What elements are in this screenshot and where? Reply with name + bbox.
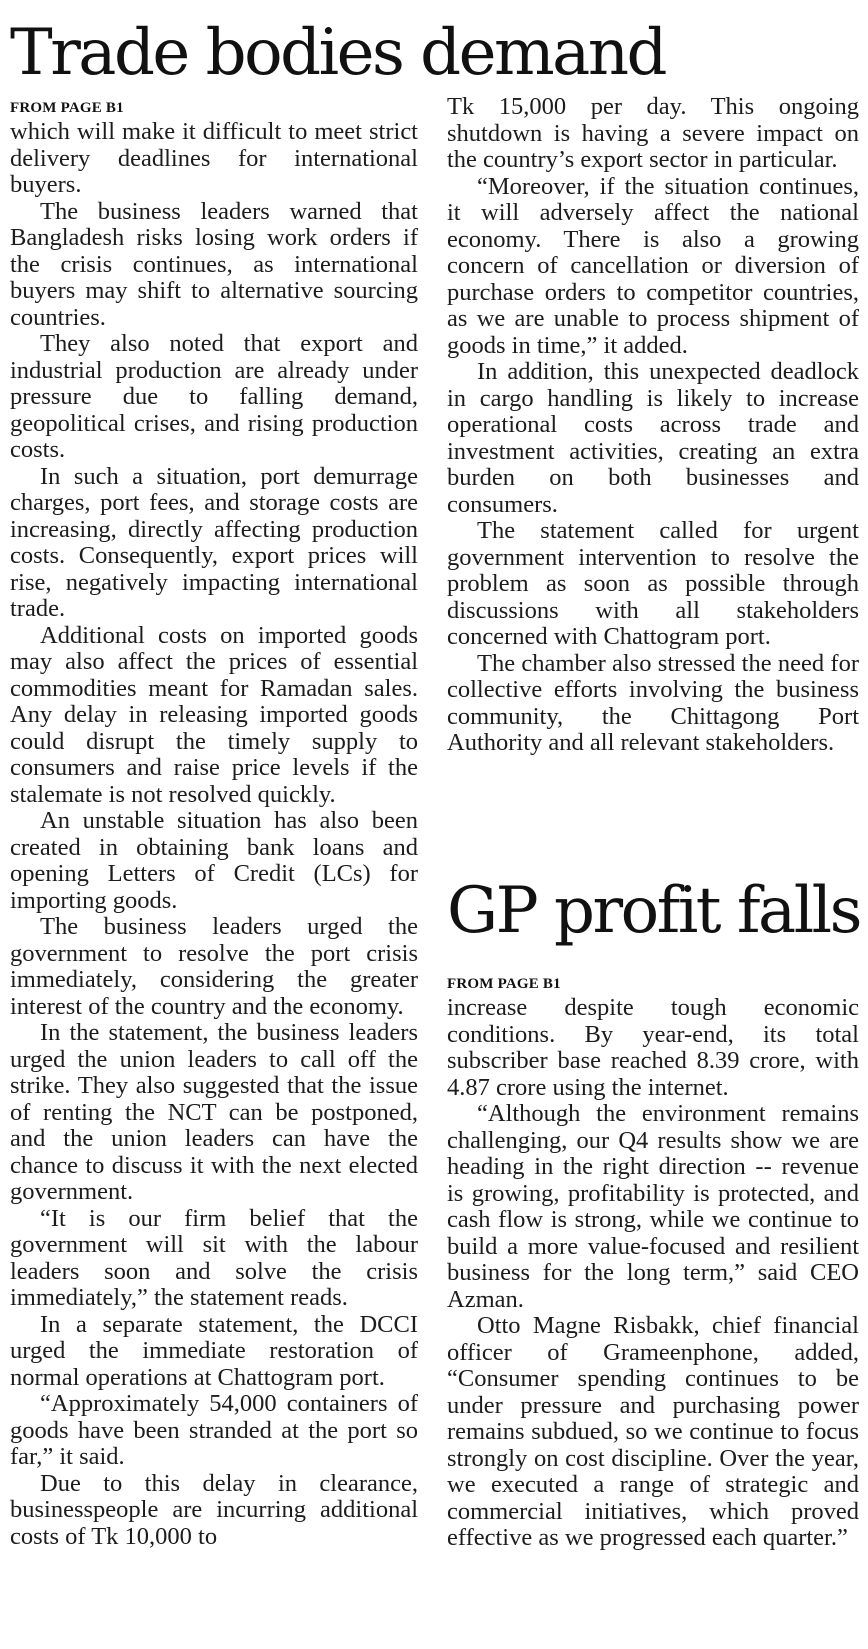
paragraph: They also noted that export and industrial production are already under pressure due to falling demand, geopolitical crises, and rising production costs. bbox=[10, 330, 418, 463]
jump-line-story2: FROM PAGE B1 bbox=[447, 976, 561, 992]
paragraph: The chamber also stressed the need for collective efforts involving the business community, the Chittagong Port Authority and all relevant stakeholders. bbox=[447, 649, 859, 756]
paragraph: An unstable situation has also been created in obtaining bank loans and opening Letters of Credit (LCs) for importing goods. bbox=[10, 807, 418, 914]
paragraph: Due to this delay in clearance, businesspeople are incurring additional costs of Tk 10,000 to bbox=[10, 1469, 418, 1550]
paragraph: The business leaders urged the government to resolve the port crisis immediately, considering the greater interest of the country and the economy. bbox=[10, 913, 418, 1020]
headline-gp-profit: GP profit falls bbox=[447, 874, 860, 948]
paragraph: “It is our firm belief that the government will sit with the labour leaders soon and solve the crisis immediately,” the statement reads. bbox=[10, 1204, 418, 1311]
jump-line-story1: FROM PAGE B1 bbox=[10, 100, 124, 116]
paragraph: Otto Magne Risbakk, chief financial officer of Grameenphone, added, “Consumer spending continues to be under pressure and purchasing power remains subdued, so we continue to focus strongly on cost discipline. Over the year, we executed a range of strategic and commercial initiatives, which proved effective as we progressed each quarter.” bbox=[447, 1312, 859, 1551]
story1-left-column bbox=[10, 98, 418, 1550]
paragraph: which will make it difficult to meet strict delivery deadlines for international buyers. bbox=[10, 118, 418, 198]
paragraph: “Moreover, if the situation continues, it will adversely affect the national economy. There is also a growing concern of cancellation or diversion of purchase orders to competitor countries, as we are unable to process shipment of goods in time,” it added. bbox=[447, 172, 859, 359]
paragraph: In addition, this unexpected deadlock in cargo handling is likely to increase operational costs across trade and investment activities, creating an extra burden on both businesses and consumers. bbox=[447, 358, 859, 518]
paragraph: The statement called for urgent government intervention to resolve the problem as soon as possible through discussions with all stakeholders concerned with Chattogram port. bbox=[447, 517, 859, 650]
story2-column bbox=[447, 974, 859, 1552]
paragraph: The business leaders warned that Bangladesh risks losing work orders if the crisis continues, as international buyers may shift to alternative sourcing countries. bbox=[10, 197, 418, 331]
story1-right-column bbox=[447, 94, 859, 757]
paragraph: Tk 15,000 per day. This ongoing shutdown is having a severe impact on the country’s export sector in particular. bbox=[447, 93, 859, 173]
paragraph: “Although the environment remains challenging, our Q4 results show we are heading in the right direction -- revenue is growing, profitability is protected, and cash flow is strong, while we continue to build a more value-focused and resilient business for the long term,” said CEO Azman. bbox=[447, 1100, 859, 1313]
paragraph: increase despite tough economic conditions. By year-end, its total subscriber base reached 8.39 crore, with 4.87 crore using the internet. bbox=[447, 994, 859, 1101]
headline-trade-bodies: Trade bodies demand bbox=[10, 16, 665, 90]
paragraph: “Approximately 54,000 containers of goods have been stranded at the port so far,” it said. bbox=[10, 1390, 418, 1470]
paragraph: In the statement, the business leaders urged the union leaders to call off the strike. They also suggested that the issue of renting the NCT can be postponed, and the union leaders can have the chance to discuss it with the next elected government. bbox=[10, 1019, 418, 1205]
paragraph: In such a situation, port demurrage charges, port fees, and storage costs are increasing, directly affecting production costs. Consequently, export prices will rise, negatively impacting international trade. bbox=[10, 462, 418, 622]
paragraph: Additional costs on imported goods may also affect the prices of essential commodities meant for Ramadan sales. Any delay in releasing imported goods could disrupt the timely supply to consumers and raise price levels if the stalemate is not resolved quickly. bbox=[10, 621, 418, 808]
paragraph: In a separate statement, the DCCI urged the immediate restoration of normal operations at Chattogram port. bbox=[10, 1310, 418, 1391]
